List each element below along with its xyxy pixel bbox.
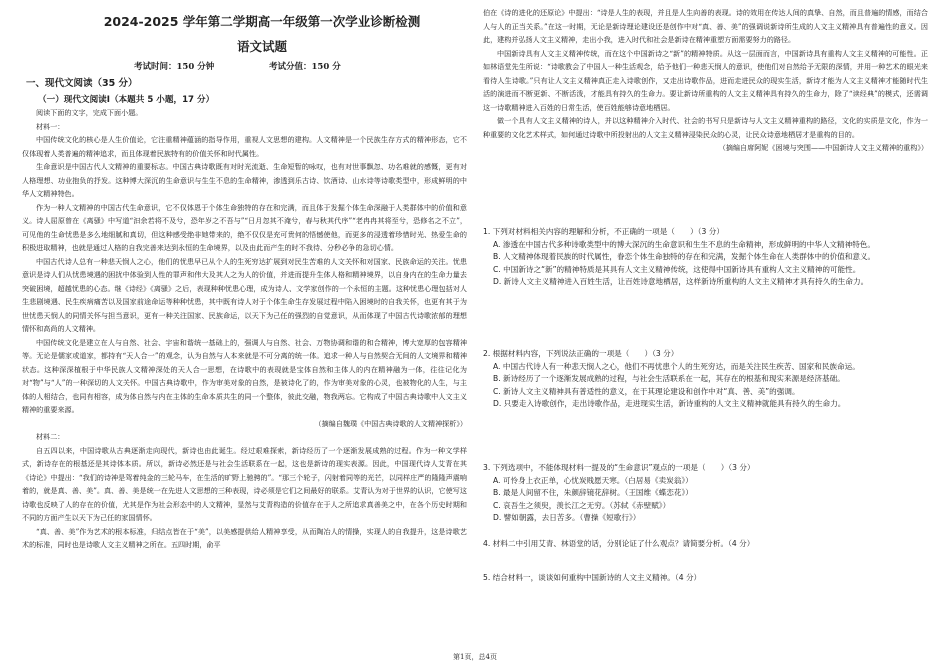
question-1: [483, 226, 928, 289]
question-5: [483, 572, 928, 585]
question-stem: 1. 下列对材料相关内容的理解和分析，不正确的一项是（ ）（3 分）: [483, 227, 724, 236]
question-stem: 2. 根据材料内容，下列说法正确的一项是（ ）（3 分）: [483, 349, 679, 358]
exam-score: 考试分值：150 分: [269, 62, 341, 72]
exam-time: 考试时间：150 分钟: [134, 62, 215, 72]
question-option[interactable]: A. 可怜身上衣正单，心忧炭贱愿天寒。（白居易《卖炭翁》）: [493, 475, 693, 485]
question-option[interactable]: C. 新诗人文主义精神具有普适性的意义，在于其理论建设和创作中对“真、善、美”的强调。: [493, 386, 800, 396]
instruction: 阅读下面的文字，完成下面小题。: [36, 108, 143, 117]
material-paragraph: 做一个具有人文主义精神的诗人，并以这种精神介入时代、社会的书写只是新诗与人文主义精神重构的路径，文化的实质是文化，作为一种重要的文化艺术样式，如何通过诗歌中所投射出的人文主义精神浸染民众的心灵，让民众诗意地栖居才是重构的目的。: [483, 116, 928, 139]
material-paragraph: 作为一种人文精神的中国古代生命意识，它不仅体恩于个体生命独特的存在和完满，而且体于发掘个体生命深融于人类群体中的价值和意义。诗人屈原曾在《离骚》中写道“汩余若将不及兮，恐年岁之不吾与”“日月忽其不淹兮，春与秋其代序”“老冉冉其将至兮，恐修名之不立”，可见他的生命忧患是多么地细腻和真切，但这种感受绝非她带来的，绝不仅仅是充可贵何的悟憾使他，而更多的浸透着珍惜时光、热爱生命的积极进取精神，也就是通过人格的自我完善来达到永恒的生命境界，以及由此而产生的时不我待、分秒必争的急切心情。: [22, 202, 467, 252]
question-option[interactable]: D. 只要走入诗歌创作，走出诗歌作品，走进现实生活，新诗重构的人文主义精神就能具有持久的生命力。: [493, 399, 846, 408]
question-option[interactable]: B. 新诗经历了一个逐渐发展成熟的过程，与社会生活联系在一起，其存在的根基和现实来源是经济基础。: [493, 374, 845, 383]
question-4: [483, 538, 928, 551]
question-option[interactable]: A. 渗透在中国古代多种诗歌类型中的博大深沉的生命意识和生生不息的生命精神，形成鲜明的中华人文精神特色。: [493, 239, 875, 249]
question-option[interactable]: C. 中国新诗之“新”的精神特质是其具有人文主义精神传统，这使得中国新诗具有重构人文主义精神的可能性。: [493, 264, 861, 274]
material-paragraph: 中国古代诗人总有一种悲天悯人之心，他们的忧患早已从个人的生死穷达扩展到对民生苦难的人文关怀和对国家、民族命运的关注。忧患意识是诗人们从忧患境遇的困扰中体验到人性的罪声和伟大及其人之为人的价值，并进而提升生体人格和精神境界，以自身内在的生命力量去突破困境，超越忧患的心态。继《诗经》《离骚》之后，表现种种忧患心理，成为诗人、文学家创作的一个永恒的主题。这种忧患心理包括对人生悲剧境遇、民生疾病痛苦以及国家前途命运等种种忧患，其中既有诗人对于个体生命生存发展过程中陷入困境时的自我关怀，也更有其于为世忧患天悯人的同情关怀与担当意识，更有一种关注国家、民族命运，以天下为己任的强烈的自觉意识，从而体现了中国古代诗歌浓郁的理想情怀和高尚的人文精神。: [22, 256, 467, 333]
material-paragraph: 中国新诗具有人文主义精神传统，而在这个中国新诗之“新”的精神特质。从这一层面而言，中国新诗具有重构人文主义精神的可能性。正如林语堂先生所说：“诗歌教会了中国人一种生活观念，给予他们一种悲天悯人的意识，使他们对自然给予无限的深情，并用一种艺术的眼光来看待人生诗歌。”只有让人文主义精神真正走入诗歌创作，又走出诗歌作品，进而走进民众的现实生活，新诗才能为人文主义精神才能随时代生活的演进而不断更新、不断活泼，才能具有持久的生命力。要让新诗所重构的人文主义精神具有持久的生命力，除了“读经典”的模式，还需调这一诗歌精神进入百姓的日常生活，使百姓能够诗意地栖居。: [483, 48, 928, 112]
question-stem: 5. 结合材料一，谈谈如何重构中国新诗的人文主义精神。（4 分）: [483, 573, 702, 582]
page-footer: 第1页，总4页: [453, 653, 497, 661]
reading-text-right: [483, 6, 928, 222]
question-option[interactable]: B. 最是人间留不住，朱颜辞镜花辞树。（王国维《蝶恋花》）: [493, 488, 693, 497]
question-stem: 3. 下列选项中，不能体现材料一提及的“生命意识”观点的一项是（ ）（3 分）: [483, 463, 755, 472]
material-source: （摘编自魏璞《中国古典诗歌的人文精神探析》）: [314, 418, 467, 428]
exam-title: 2024-2025 学年第二学期高一年级第一次学业诊断检测: [103, 14, 421, 29]
material-paragraph: “真、善、美”作为艺术的根本标准，归结点皆在于“美”，以美感提供给人精神享受，从而陶冶人的情操，实现人的自我提升，这是诗歌艺术的标准，同时也是诗歌人文主义精神之所在。五四时期，俞平: [22, 526, 467, 549]
material-paragraph: 中国传统文化是建立在人与自然、社会、宇宙和谐统一基础上的，强调人与自然、社会、万物协调和谐的和合精神，博大宽厚的包容精神等。无论是儒家或道家，都持有“天人合一”的观念，认为自然与人本来就是不可分离的统一体。追求一种人与自然契合无间的人文境界和精神状态。这种深深植根于中华民族人文精神深处的天人合一思想，在诗歌中的表现就是宝体自然和主体人的内在精神融为一体，往往记化为对“物”与“人”的一种深切的人文关怀。中国古典诗歌中，作为审美对象的自然，是被诗化了的，作为审美对象的心灵，也被物化的人生，与主体的人相结合，也同有相容，成为体自然与内在主体的生命本质共生的同一个整体，彼此交融，物我两忘。它构成了中国古典诗歌中人文主义精神的重要来源。: [22, 337, 467, 414]
material-source: （摘编自席阿妮《困境与突围——中国新诗人文主义精神的重构》）: [718, 143, 928, 152]
material-two-label: 材料二：: [36, 432, 65, 441]
material-paragraph: 自五四以来，中国诗歌从古典逐渐走向现代，新诗也由此诞生。经过艰难探索，新诗经历了一个逐渐发展成熟的过程。作为一种文学样式，新诗存在的根基还是其诗体本质。所以，新诗必然还是与社会生活联系在一起，这也是新诗的现实表源。因此，中国现代诗人艾青在其《诗论》中提出：“我们的诗神是驾着纯金的三轮马车，在生活的旷野上驰骋的”。“那三个轮子，闪射着同等的光芒，以同样庄严的隆隆声震响着的，就是真、善、美”。真、善、美是统一在先进人文思想的三种表现，诗必须是它们之间最好的联系。艾青认为对于世界的认识，它使写这诗歌也反映了人的存在的价值，尤其是作为社会形态中的人文精神，显然与艾青构造的价值存在于人之所追求真善美之中，在各个历史时期和不同的方面产生以天下为己任的家国情怀。: [22, 445, 467, 522]
question-option[interactable]: B. 人文精神体现着民族的时代属性，眷恋个体生命独特的存在和完满，发掘个体生命在人类群体中的价值和意义。: [493, 252, 876, 261]
question-option[interactable]: A. 中国古代诗人有一种悲天悯人之心，他们不再忧患个人的生死穷达，而是关注民生疾苦、国家和民族命运。: [493, 361, 860, 371]
section-subheading: （一）现代文阅读Ⅰ（本题共 5 小题，17 分）: [38, 95, 215, 105]
material-one-label: 材料一：: [36, 121, 65, 131]
question-option[interactable]: C. 哀吾生之须臾，羡长江之无穷。（苏轼《赤壁赋》）: [493, 500, 671, 510]
material-paragraph: 中国传统文化的核心是人生价值论，它注重精神蕴涵的指导作用，重视人文思想的建构。人文精神是一个民族生存方式的精神形态，它不仅体现着人类普遍的精神追求，而且体现着民族特有的价值关怀和时代属性。: [22, 135, 467, 158]
question-stem: 4. 材料二中引用艾青、林语堂的话，分别论证了什么观点？请简要分析。（4 分）: [483, 539, 755, 548]
question-option[interactable]: D. 譬如朝露，去日苦多。（曹操《短歌行》）: [493, 513, 641, 522]
question-3: [483, 462, 928, 525]
question-2: [483, 348, 928, 411]
material-paragraph: 伯在《诗的进化的还原论》中提出：“诗是人生的表现，并且是人生向善的表现。诗的效用在传达人间的真挚、自然，而且普遍的情感，而结合人与人的正当关系。”在这一时期，无论是新诗理论建设还是创作中对“真、善、美”的强调说新诗所生成的人文主义精神具有普遍性的意义。因此，建构并弘扬人文主义精神，走出小我，进入时代和社会是新诗在精神重塑方面需要努力的路径。: [483, 8, 928, 44]
reading-text-left: [22, 106, 467, 651]
exam-subtitle: 语文试题: [236, 39, 287, 54]
material-paragraph: 生命意识是中国古代人文精神的重要标志。中国古典诗歌既有对时光流逝、生命短暂的咏叹，也有对世事飘忽、功名难就的感慨，更有对人格理想、功业抱负的抒发。这种博大深沉的生命意识与生生不息的生命精神，渗透到乐古诗、饮酒诗、山水诗等诗歌类型中，形成鲜明的中华人文精神特色。: [22, 162, 467, 198]
question-option[interactable]: D. 新诗人文主义精神进入百姓生活，让百姓诗意地栖居，这样新诗所重构的人文主义精神才具有持久的生命力。: [493, 277, 869, 286]
section-heading: 一、现代文阅读（35 分）: [26, 78, 138, 89]
